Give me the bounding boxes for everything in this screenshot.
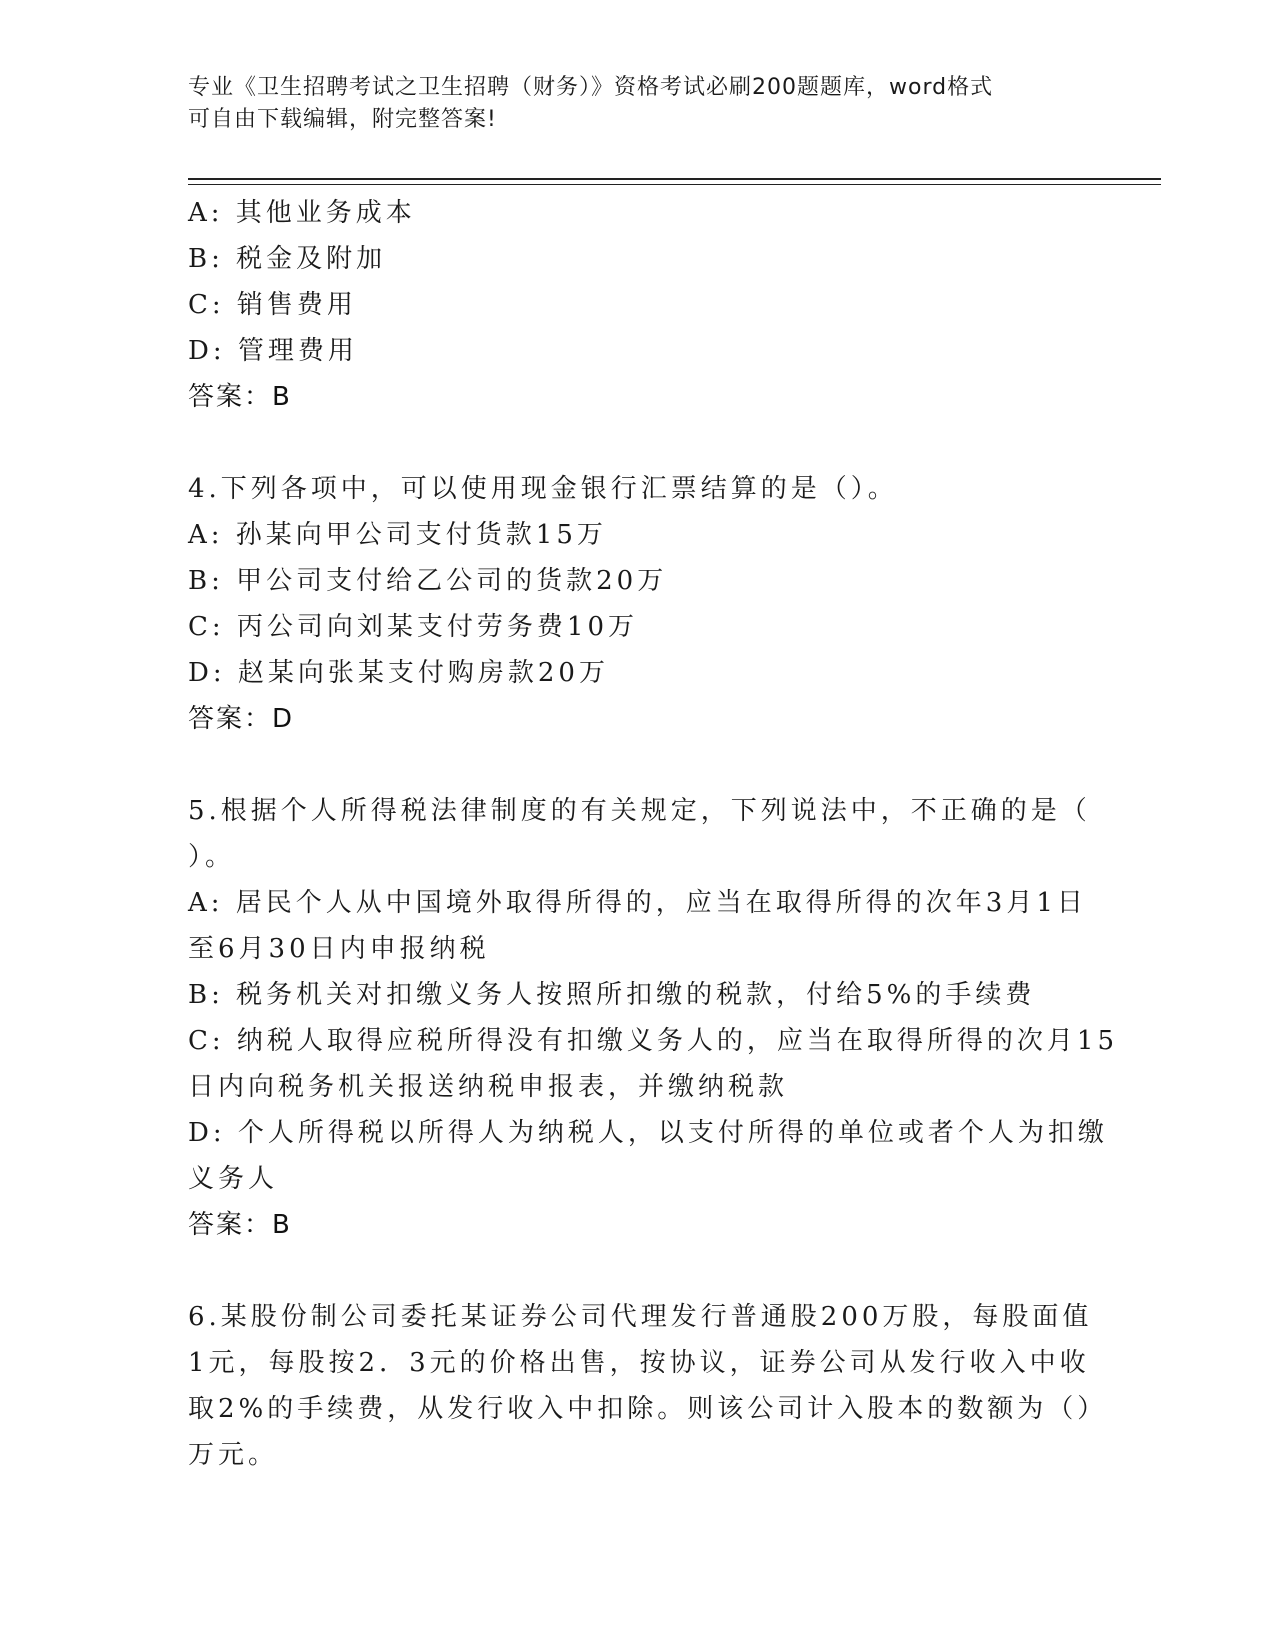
document-body — [188, 190, 1119, 1478]
q5-option-d-line-2: 义务人 — [188, 1164, 279, 1194]
q3-option-a: A: 其他业务成本 — [188, 198, 416, 228]
q5-option-a-line-2: 至6月30日内申报纳税 — [188, 934, 490, 964]
question-6-block — [188, 1294, 1108, 1478]
q3-option-d: D: 管理费用 — [188, 336, 358, 366]
q5-option-c-line-1: C: 纳税人取得应税所得没有扣缴义务人的，应当在取得所得的次月15 — [188, 1026, 1119, 1056]
q5-answer: 答案：B — [188, 1210, 292, 1240]
spacer — [188, 420, 1088, 466]
q4-option-d: D: 赵某向张某支付购房款20万 — [188, 658, 609, 688]
question-4-block — [188, 466, 1088, 742]
q4-option-a: A: 孙某向甲公司支付货款15万 — [188, 520, 607, 550]
q3-option-b: B: 税金及附加 — [188, 244, 387, 274]
q4-option-c: C: 丙公司向刘某支付劳务费10万 — [188, 612, 639, 642]
q5-question-line-2: ）。 — [188, 842, 236, 872]
q5-option-d-line-1: D: 个人所得税以所得人为纳税人，以支付所得的单位或者个人为扣缴 — [188, 1118, 1108, 1148]
q5-option-a-line-1: A: 居民个人从中国境外取得所得的，应当在取得所得的次年3月1日 — [188, 888, 1087, 918]
q5-question-line-1: 5.根据个人所得税法律制度的有关规定，下列说法中，不正确的是（ — [188, 796, 1091, 826]
spacer — [188, 1248, 1088, 1294]
question-3-block — [188, 190, 1088, 420]
header-line-2: 可自由下载编辑，附完整答案! — [188, 107, 497, 132]
q6-question-line-3: 取2%的手续费，从发行收入中扣除。则该公司计入股本的数额为（） — [188, 1394, 1108, 1424]
q4-option-b: B: 甲公司支付给乙公司的货款20万 — [188, 566, 668, 596]
q3-answer: 答案：B — [188, 382, 292, 412]
header-divider-thin — [188, 184, 1161, 185]
q6-question-line-1: 6.某股份制公司委托某证券公司代理发行普通股200万股，每股面值 — [188, 1302, 1093, 1332]
spacer — [188, 742, 1088, 788]
document-header — [188, 72, 1068, 136]
q5-option-c-line-2: 日内向税务机关报送纳税申报表，并缴纳税款 — [188, 1072, 789, 1102]
header-divider-thick — [188, 178, 1161, 180]
header-line-1: 专业《卫生招聘考试之卫生招聘（财务）》资格考试必刷200题题库，word格式 — [188, 75, 994, 100]
q4-question: 4.下列各项中，可以使用现金银行汇票结算的是（）。 — [188, 474, 898, 504]
q4-answer: 答案：D — [188, 704, 295, 734]
q6-question-line-4: 万元。 — [188, 1440, 279, 1470]
q3-option-c: C: 销售费用 — [188, 290, 357, 320]
q5-option-b: B: 税务机关对扣缴义务人按照所扣缴的税款，付给5%的手续费 — [188, 980, 1036, 1010]
q6-question-line-2: 1元，每股按2．3元的价格出售，按协议，证券公司从发行收入中收 — [188, 1348, 1090, 1378]
question-5-block — [188, 788, 1119, 1248]
